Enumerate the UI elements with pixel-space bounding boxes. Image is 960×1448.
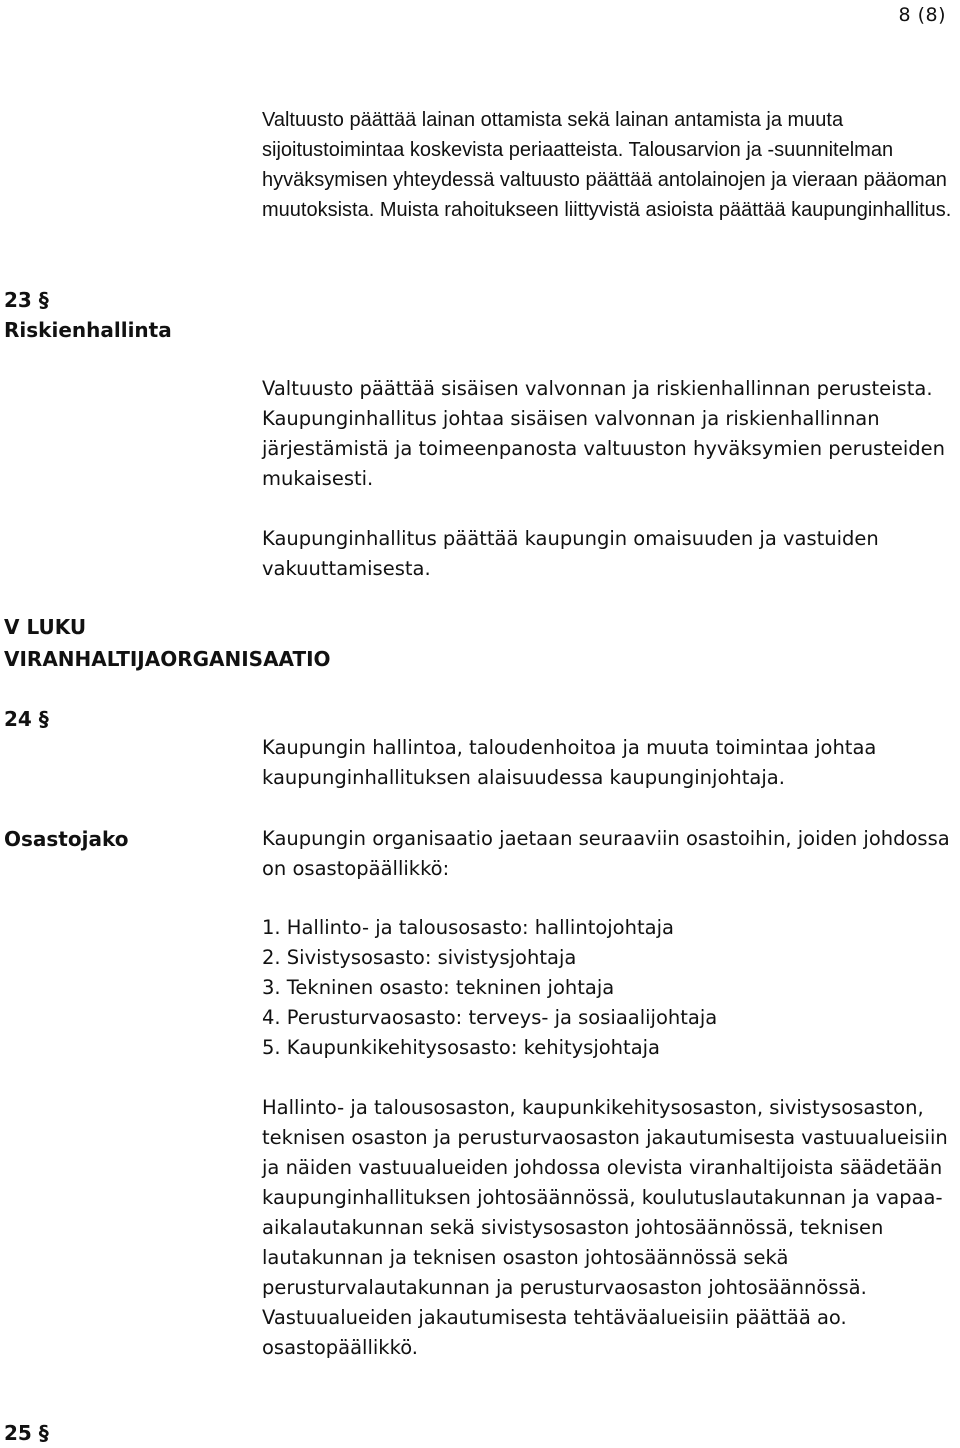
- list-item: 1. Hallinto- ja talousosasto: hallintojohtaja: [262, 916, 674, 939]
- intro-paragraph: Valtuusto päättää lainan ottamista sekä lainan antamista ja muuta sijoitustoimintaa koskevista periaatteista. Talousarvion ja -suunnitelman hyväksymisen yhteydessä valtuusto päättää antolainojen ja vieraan pääoman muutoksista. Muista rahoitukseen liittyvistä asioista päättää kaupunginhallitus.: [262, 109, 952, 221]
- section-23-paragraph-1: Valtuusto päättää sisäisen valvonnan ja riskienhallinnan perusteista. Kaupunginhallitus johtaa sisäisen valvonnan ja riskienhallinnan järjestämistä ja toimeenpanosta valtuuston hyväksymien perusteiden mukaisesti.: [262, 377, 946, 490]
- list-item: 3. Tekninen osasto: tekninen johtaja: [262, 976, 615, 999]
- section-23-number: 23 §: [4, 288, 49, 312]
- list-item: 2. Sivistysosasto: sivistysjohtaja: [262, 946, 577, 969]
- section-23-paragraph-2: Kaupunginhallitus päättää kaupungin omaisuuden ja vastuiden vakuuttamisesta.: [262, 527, 879, 580]
- page-number: 8 (8): [898, 4, 946, 26]
- section-24-paragraph-1: Kaupungin hallintoa, taloudenhoitoa ja muuta toimintaa johtaa kaupunginhallituksen alaisuudessa kaupunginjohtaja.: [262, 736, 877, 789]
- section-24-paragraph-2: Kaupungin organisaatio jaetaan seuraaviin osastoihin, joiden johdossa on osastopäällikkö:: [262, 827, 950, 880]
- section-24-paragraph-3: Hallinto- ja talousosaston, kaupunkikehitysosaston, sivistysosaston, teknisen osaston ja perusturvaosaston jakautumisesta vastuualueisiin ja näiden vastuualueiden johdossa olevista viranhaltijoista säädetään kaupunginhallituksen johtosäännössä, koulutuslautakunnan ja vapaa-aikalautakunnan sekä sivistysosaston johtosäännössä, teknisen lautakunnan ja teknisen osaston johtosäännössä sekä perusturvalautakunnan ja perusturvaosaston johtosäännössä. Vastuualueiden jakautumisesta tehtäväalueisiin päättää ao. osastopäällikkö.: [262, 1096, 948, 1359]
- list-item: 4. Perusturvaosasto: terveys- ja sosiaalijohtaja: [262, 1006, 718, 1029]
- department-list: [262, 913, 717, 1063]
- chapter-number: V LUKU: [4, 615, 87, 639]
- list-item: 5. Kaupunkikehitysosasto: kehitysjohtaja: [262, 1036, 661, 1059]
- section-24-title: Osastojako: [4, 827, 129, 851]
- section-23-title: Riskienhallinta: [4, 318, 172, 342]
- section-24-number: 24 §: [4, 707, 49, 731]
- section-25-number: 25 §: [4, 1421, 49, 1445]
- chapter-title: VIRANHALTIJAORGANISAATIO: [4, 647, 331, 671]
